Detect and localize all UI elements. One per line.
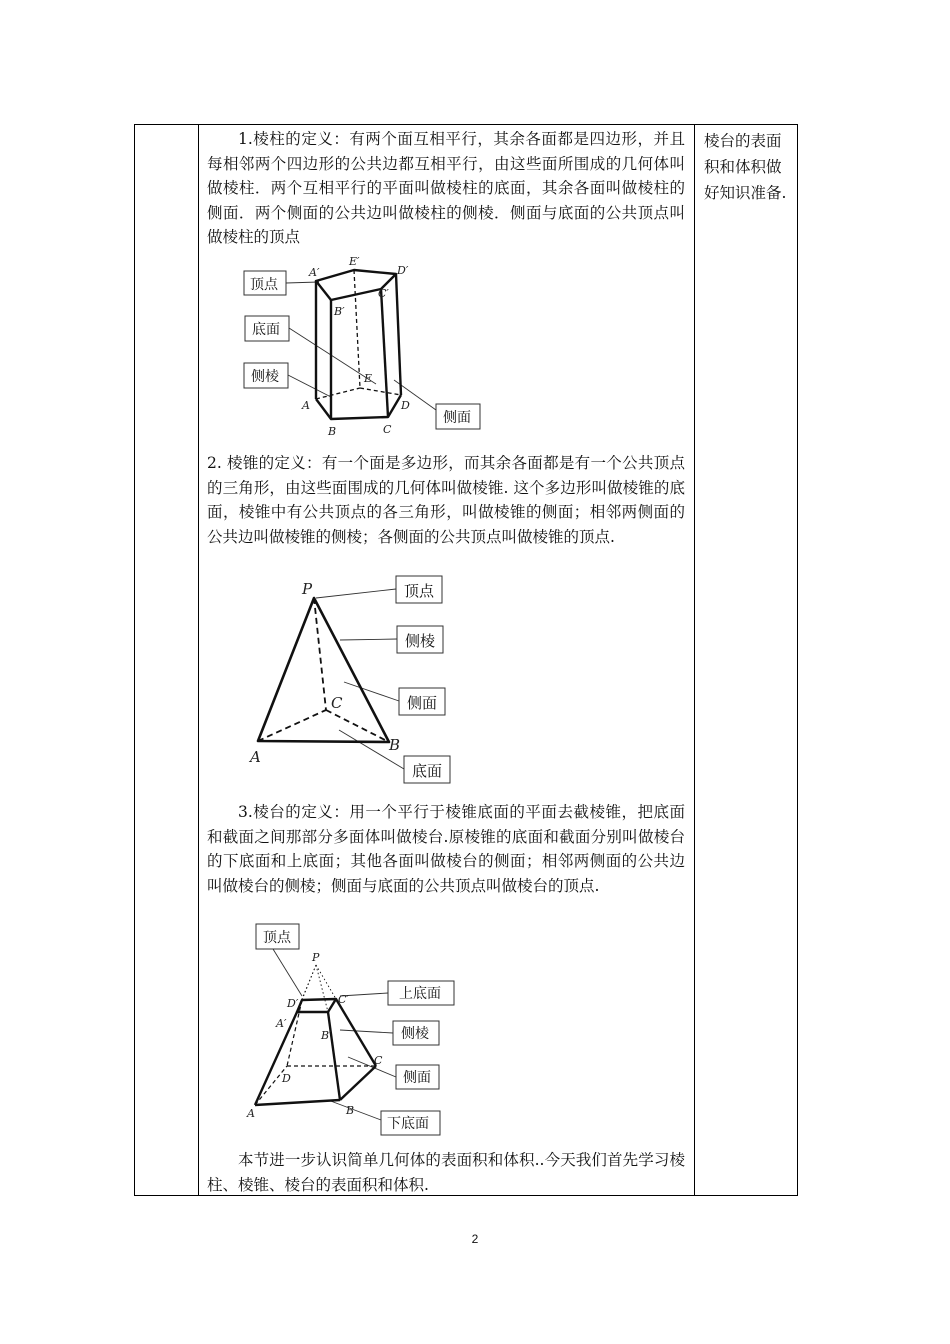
frustum-callout-bottom: 下底面 [387, 1116, 429, 1132]
frustum-callout-top: 上底面 [399, 986, 441, 1002]
pyramid-label-P: P [302, 580, 313, 598]
table-top-border [134, 124, 798, 125]
prism-label-E1: E′ [349, 255, 360, 268]
frustum-label-B1: B′ [321, 1029, 332, 1042]
pyramid-figure [244, 572, 464, 784]
table-col-line-1 [134, 124, 135, 1196]
frustum-callout-edge: 侧棱 [401, 1026, 429, 1042]
frustum-label-C: C [374, 1054, 383, 1067]
pyramid-callout-base: 底面 [412, 762, 443, 780]
frustum-label-A1: A′ [276, 1017, 287, 1030]
prism-label-E: E [364, 372, 373, 385]
prism-definition: 1.棱柱的定义：有两个面互相平行，其余各面都是四边形，并且每相邻两个四边形的公共边都互相平行，由这些面所围成的几何体叫做棱柱．两个互相平行的平面叫做棱柱的底面，其余各面叫做棱柱的侧面．两个侧面的公共边叫做棱柱的侧棱．侧面与底面的公共顶点叫做棱柱的顶点 [207, 130, 685, 246]
frustum-label-C1: C′ [338, 993, 349, 1006]
frustum-label-D: D [282, 1072, 291, 1085]
frustum-definition: 3.棱台的定义：用一个平行于棱锥底面的平面去截棱锥，把底面和截面之间那部分多面体叫做棱台.原棱锥的底面和截面分别叫做棱台的下底面和上底面；其他各面叫做棱台的侧面；相邻两侧面的公共边叫做棱台的侧棱；侧面与底面的公共顶点叫做棱台的顶点. [207, 803, 685, 895]
prism-callout-edge: 侧棱 [251, 369, 279, 385]
pyramid-definition: 2. 棱锥的定义：有一个面是多边形，而其余各面都是有一个公共顶点的三角形，由这些面围成的几何体叫做棱锥. 这个多边形叫做棱锥的底面，棱锥中有公共顶点的各三角形，叫做棱锥的侧面；相邻两侧面的公共边叫做棱锥的侧棱；各侧面的公共顶点叫做棱锥的顶点. [207, 454, 685, 546]
frustum-callout-vertex: 顶点 [263, 930, 291, 946]
prism-label-C: C [383, 423, 392, 436]
prism-callout-base: 底面 [252, 322, 280, 338]
frustum-label-B: B [346, 1104, 355, 1117]
prism-label-B1: B′ [334, 305, 345, 318]
frustum-callout-face: 侧面 [403, 1070, 431, 1086]
prism-figure [236, 252, 496, 440]
prism-label-A: A [302, 399, 310, 412]
table-col-line-2 [198, 124, 199, 1196]
prism-label-A1: A′ [309, 266, 320, 279]
frustum-label-P: P [312, 951, 320, 964]
prism-callout-vertex: 顶点 [250, 277, 278, 293]
table-col-line-4 [797, 124, 798, 1196]
prism-label-C1: C′ [378, 287, 389, 300]
prism-label-D1: D′ [397, 264, 409, 277]
section-intro: 本节进一步认识简单几何体的表面积和体积..今天我们首先学习棱柱、棱锥、棱台的表面积和体积. [207, 1151, 685, 1194]
frustum-label-A: A [247, 1107, 255, 1120]
pyramid-callout-edge: 侧棱 [405, 632, 436, 650]
table-col-line-3 [694, 124, 695, 1196]
page-number: 2 [471, 1232, 479, 1246]
pyramid-callout-face: 侧面 [407, 694, 438, 712]
prism-label-B: B [328, 425, 337, 438]
pyramid-label-B: B [389, 736, 401, 754]
frustum-label-D1: D′ [287, 997, 299, 1010]
pyramid-callout-vertex: 顶点 [404, 582, 435, 600]
prism-callout-face: 侧面 [443, 410, 471, 426]
pyramid-label-C: C [331, 694, 343, 712]
frustum-figure [240, 922, 460, 1138]
pyramid-label-A: A [250, 748, 261, 766]
prism-label-D: D [401, 399, 410, 412]
side-note: 棱台的表面积和体积做好知识准备. [704, 132, 787, 202]
